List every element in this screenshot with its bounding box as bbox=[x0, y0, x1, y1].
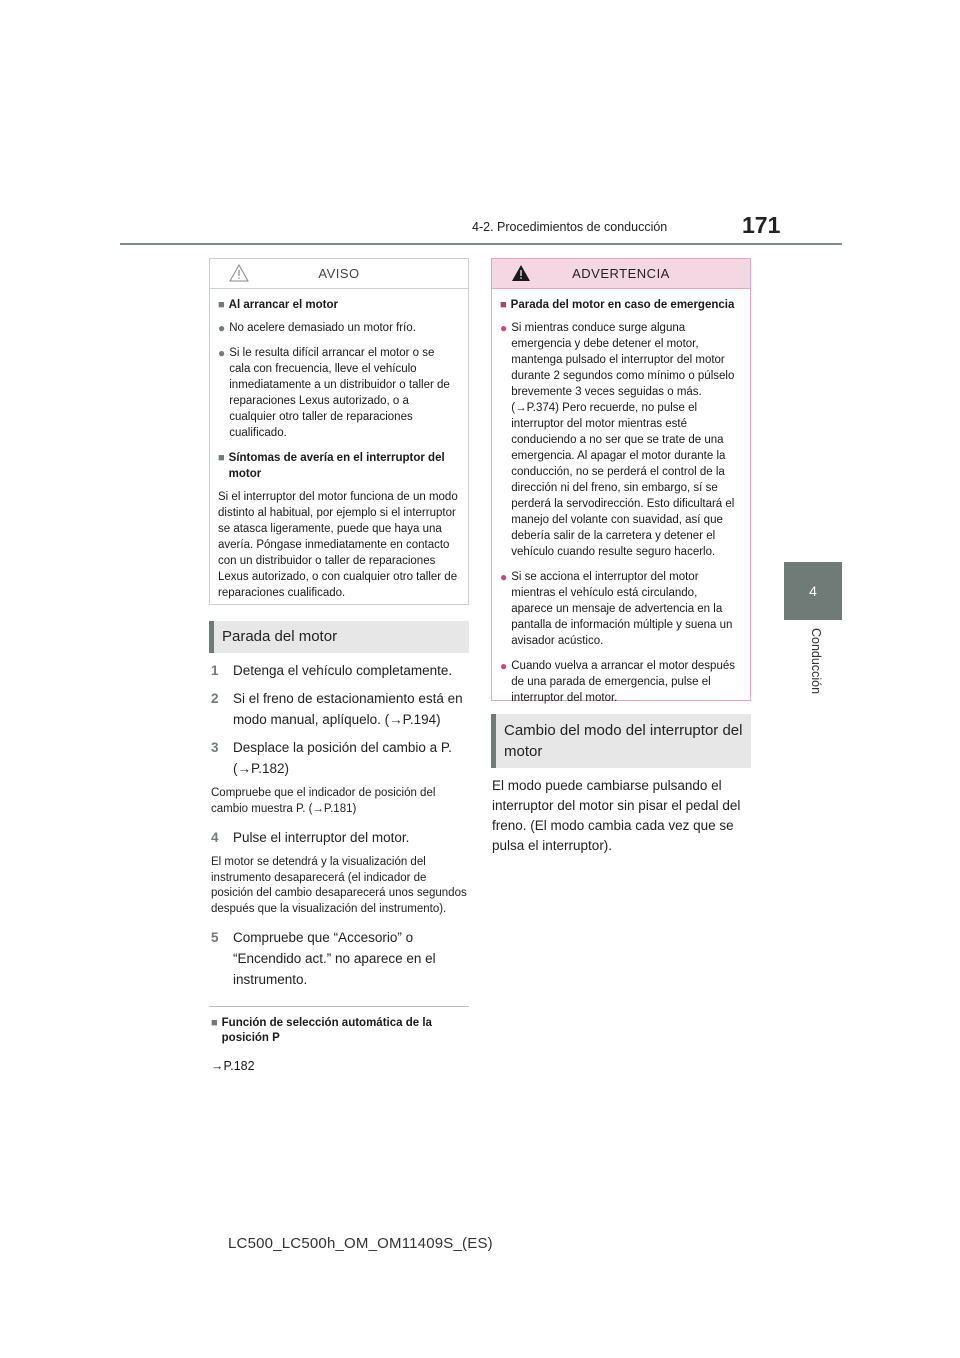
warning-bullet-text: Si mientras conduce surge alguna emergencia y debe detener el motor, mantenga pulsado el interruptor del motor durante 2 segundos como mínimo o púlselo brevemente 3 veces seguidas o más. (→P.374) Pero recuerde, no pulse el interruptor del motor mientras esté conduciendo a no ser que se trate de una emergencia. Al apagar el motor durante la conducción, no se perderá el control de la dirección ni del freno, sin embargo, sí se perderá la servodirección. Esto dificultará el manejo del volante con suavidad, así que debería salir de la carretera y detener el vehículo cuando resulte seguro hacerlo. bbox=[511, 322, 735, 558]
function-divider bbox=[209, 1006, 469, 1007]
warning-subheading-text: Parada del motor en caso de emergencia bbox=[510, 299, 735, 311]
section-heading-parada: Parada del motor bbox=[209, 621, 469, 653]
page-number: 171 bbox=[742, 212, 781, 238]
square-bullet-icon: ■ bbox=[218, 299, 225, 311]
notice-box bbox=[209, 258, 469, 605]
step-item bbox=[211, 737, 471, 779]
steps-list bbox=[211, 660, 471, 997]
function-info bbox=[211, 1012, 469, 1074]
step-text: Si el freno de estacionamiento está en modo manual, aplíquelo. (→P.194) bbox=[233, 691, 463, 727]
section-title: 4-2. Procedimientos de conducción bbox=[472, 220, 668, 234]
warning-header bbox=[492, 259, 750, 289]
header-divider bbox=[120, 243, 842, 245]
notice-bullet bbox=[218, 345, 458, 441]
step-item bbox=[211, 688, 471, 730]
cambio-paragraph: El modo puede cambiarse pulsando el interruptor del motor sin pisar el pedal del freno. (El modo cambia cada vez que se pulsa el interruptor). bbox=[492, 778, 741, 853]
warning-bullet bbox=[500, 658, 740, 706]
chapter-tab: 4 bbox=[784, 562, 842, 620]
warning-triangle-icon bbox=[511, 264, 531, 282]
warning-bullet-text: Si se acciona el interruptor del motor mientras el vehículo está circulando, aparece un mensaje de advertencia en la pantalla de información múltiple y suena un avisador acústico. bbox=[511, 571, 733, 647]
notice-subheading bbox=[218, 297, 458, 313]
step-number: 1 bbox=[211, 663, 219, 678]
step-note: El motor se detendrá y la visualización del instrumento desaparecerá (el indicador de posición del cambio desaparecerá unos segundos después que la visualización del instrumento). bbox=[211, 856, 467, 915]
step-number: 5 bbox=[211, 930, 219, 945]
square-bullet-icon: ■ bbox=[218, 452, 225, 464]
section-heading-cambio: Cambio del modo del interruptor del motor bbox=[491, 714, 751, 768]
step-text: Pulse el interruptor del motor. bbox=[233, 830, 410, 845]
bullet-dot-icon: ● bbox=[500, 570, 508, 584]
notice-header bbox=[210, 259, 468, 289]
bullet-dot-icon: ● bbox=[218, 346, 226, 360]
step-note: Compruebe que el indicador de posición del cambio muestra P. (→P.181) bbox=[211, 787, 436, 815]
warning-box bbox=[491, 258, 751, 704]
notice-subheading bbox=[218, 450, 458, 482]
function-subheading bbox=[211, 1016, 469, 1046]
notice-bullet-text: No acelere demasiado un motor frío. bbox=[229, 322, 416, 334]
step-text: Compruebe que “Accesorio” o “Encendido act.” no aparece en el instrumento. bbox=[233, 930, 436, 987]
step-item bbox=[211, 827, 471, 848]
function-title: Función de selección automática de la posición P bbox=[221, 1017, 432, 1044]
warning-subheading bbox=[500, 297, 740, 313]
square-bullet-icon: ■ bbox=[211, 1017, 218, 1029]
notice-subheading-text: Al arrancar el motor bbox=[228, 299, 338, 311]
notice-text: Si el interruptor del motor funciona de un modo distinto al habitual, por ejemplo si el interruptor se atasca ligeramente, puede que haya una avería. Póngase inmediatamente en contacto con un distribuidor o taller de reparaciones Lexus autorizado, o con cualquier otro taller de reparaciones cualificado. bbox=[218, 491, 458, 599]
square-bullet-icon: ■ bbox=[500, 299, 507, 311]
chapter-label: Conducción bbox=[809, 628, 823, 695]
bullet-dot-icon: ● bbox=[218, 321, 226, 335]
warning-bullet bbox=[500, 320, 740, 560]
notice-bullet-text: Si le resulta difícil arrancar el motor o se cala con frecuencia, lleve el vehículo inmediatamente a un distribuidor o taller de reparaciones Lexus autorizado, o a cualquier otro taller de reparaciones cualificado. bbox=[229, 347, 450, 439]
warning-bullet bbox=[500, 569, 740, 649]
warning-title: ADVERTENCIA bbox=[572, 266, 670, 281]
bullet-dot-icon: ● bbox=[500, 659, 508, 673]
document-code: LC500_LC500h_OM_OM11409S_(ES) bbox=[228, 1235, 493, 1252]
notice-bullet bbox=[218, 320, 458, 336]
step-number: 4 bbox=[211, 830, 219, 845]
step-text: Desplace la posición del cambio a P. (→P.182) bbox=[233, 740, 452, 776]
notice-title: AVISO bbox=[318, 266, 360, 281]
step-item bbox=[211, 927, 471, 990]
step-text: Detenga el vehículo completamente. bbox=[233, 663, 453, 678]
warning-bullet-text: Cuando vuelva a arrancar el motor después de una parada de emergencia, pulse el interruptor del motor. bbox=[511, 660, 735, 704]
step-item bbox=[211, 660, 471, 681]
page-reference: →P.182 bbox=[211, 1059, 255, 1073]
bullet-dot-icon: ● bbox=[500, 321, 508, 335]
caution-triangle-icon bbox=[229, 264, 249, 282]
notice-subheading-text: Síntomas de avería en el interruptor del motor bbox=[228, 452, 445, 480]
step-number: 2 bbox=[211, 691, 219, 706]
step-number: 3 bbox=[211, 740, 219, 755]
